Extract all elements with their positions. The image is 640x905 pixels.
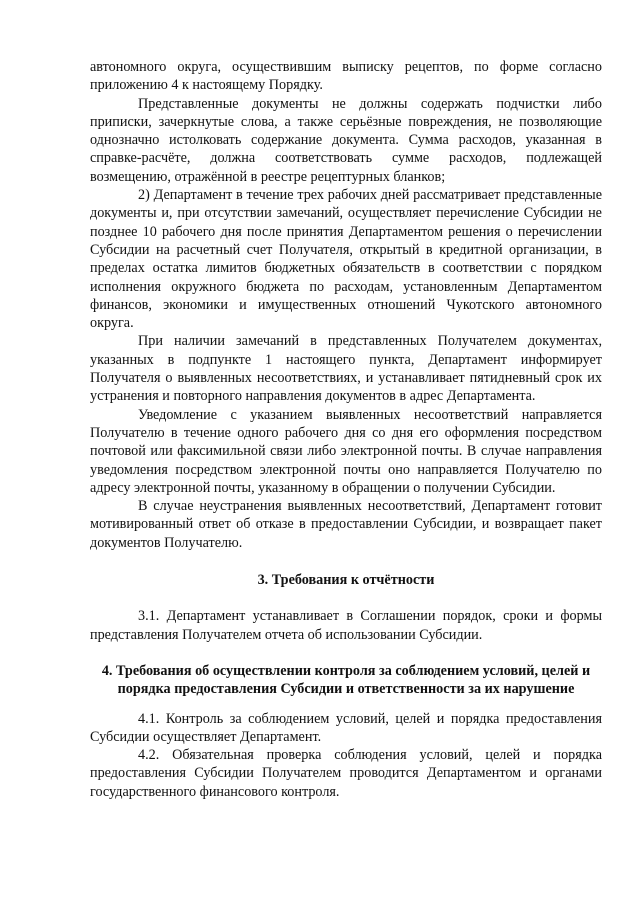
section-3-heading: 3. Требования к отчётности	[257, 572, 435, 589]
paragraph-refusal: В случае неустранения выявленных несоответствий, Департамент готовит мотивированный ответ об отказе в предоставлении Субсидии, и возвращает пакет документов Получателю.	[90, 498, 602, 551]
paragraph-remarks: При наличии замечаний в представленных Получателем документах, указанных в подпункте 1 настоящего пункта, Департамент информирует Получателя о выявленных несоответствиях, и устанавливает пятидневный срок их устранения и повторного направления документов в адрес Департамента.	[90, 333, 602, 405]
document-body	[90, 58, 602, 801]
paragraph-4-2: 4.2. Обязательная проверка соблюдения условий, целей и порядка предоставления Субсидии Получателем проводится Департаментом и органами государственного финансового контроля.	[90, 747, 602, 800]
paragraph-item-2: 2) Департамент в течение трех рабочих дней рассматривает представленные документы и, при отсутствии замечаний, осуществляет перечисление Субсидии не позднее 10 рабочего дня после принятия Департаментом решения о перечислении Субсидии на расчетный счет Получателя, открытый в кредитной организации, в пределах остатка лимитов бюджетных обязательств в соответствии с порядком исполнения окружного бюджета по расходам, установленным Департаментом финансов, экономики и имущественных отношений Чукотского автономного округа.	[90, 187, 602, 332]
section-4-heading: 4. Требования об осуществлении контроля за соблюдением условий, целей и порядка предоставления Субсидии и ответственности за их нарушение	[101, 662, 591, 698]
paragraph-continuation: автономного округа, осуществившим выписку рецептов, по форме согласно приложению 4 к настоящему Порядку.	[90, 59, 602, 94]
paragraph-3-1: 3.1. Департамент устанавливает в Соглашении порядок, сроки и формы представления Получателем отчета об использовании Субсидии.	[90, 608, 602, 643]
paragraph-4-1: 4.1. Контроль за соблюдением условий, целей и порядка предоставления Субсидии осуществляет Департамент.	[90, 710, 602, 745]
paragraph-documents-requirements: Представленные документы не должны содержать подчистки либо приписки, зачеркнутые слова, а также серьёзные повреждения, не позволяющие однозначно истолковать содержание документа. Сумма расходов, указанная в справке-расчёте, должна соответствовать сумме расходов, подлежащей возмещению, отражённой в реестре рецептурных бланков;	[90, 95, 602, 185]
paragraph-notification: Уведомление с указанием выявленных несоответствий направляется Получателю в течение одного рабочего дня со дня его оформления посредством почтовой или факсимильной связи либо электронной почты. В случае направления уведомления посредством электронной почты оно направляется Получателю по адресу электронной почты, указанному в обращении о получении Субсидии.	[90, 406, 602, 496]
